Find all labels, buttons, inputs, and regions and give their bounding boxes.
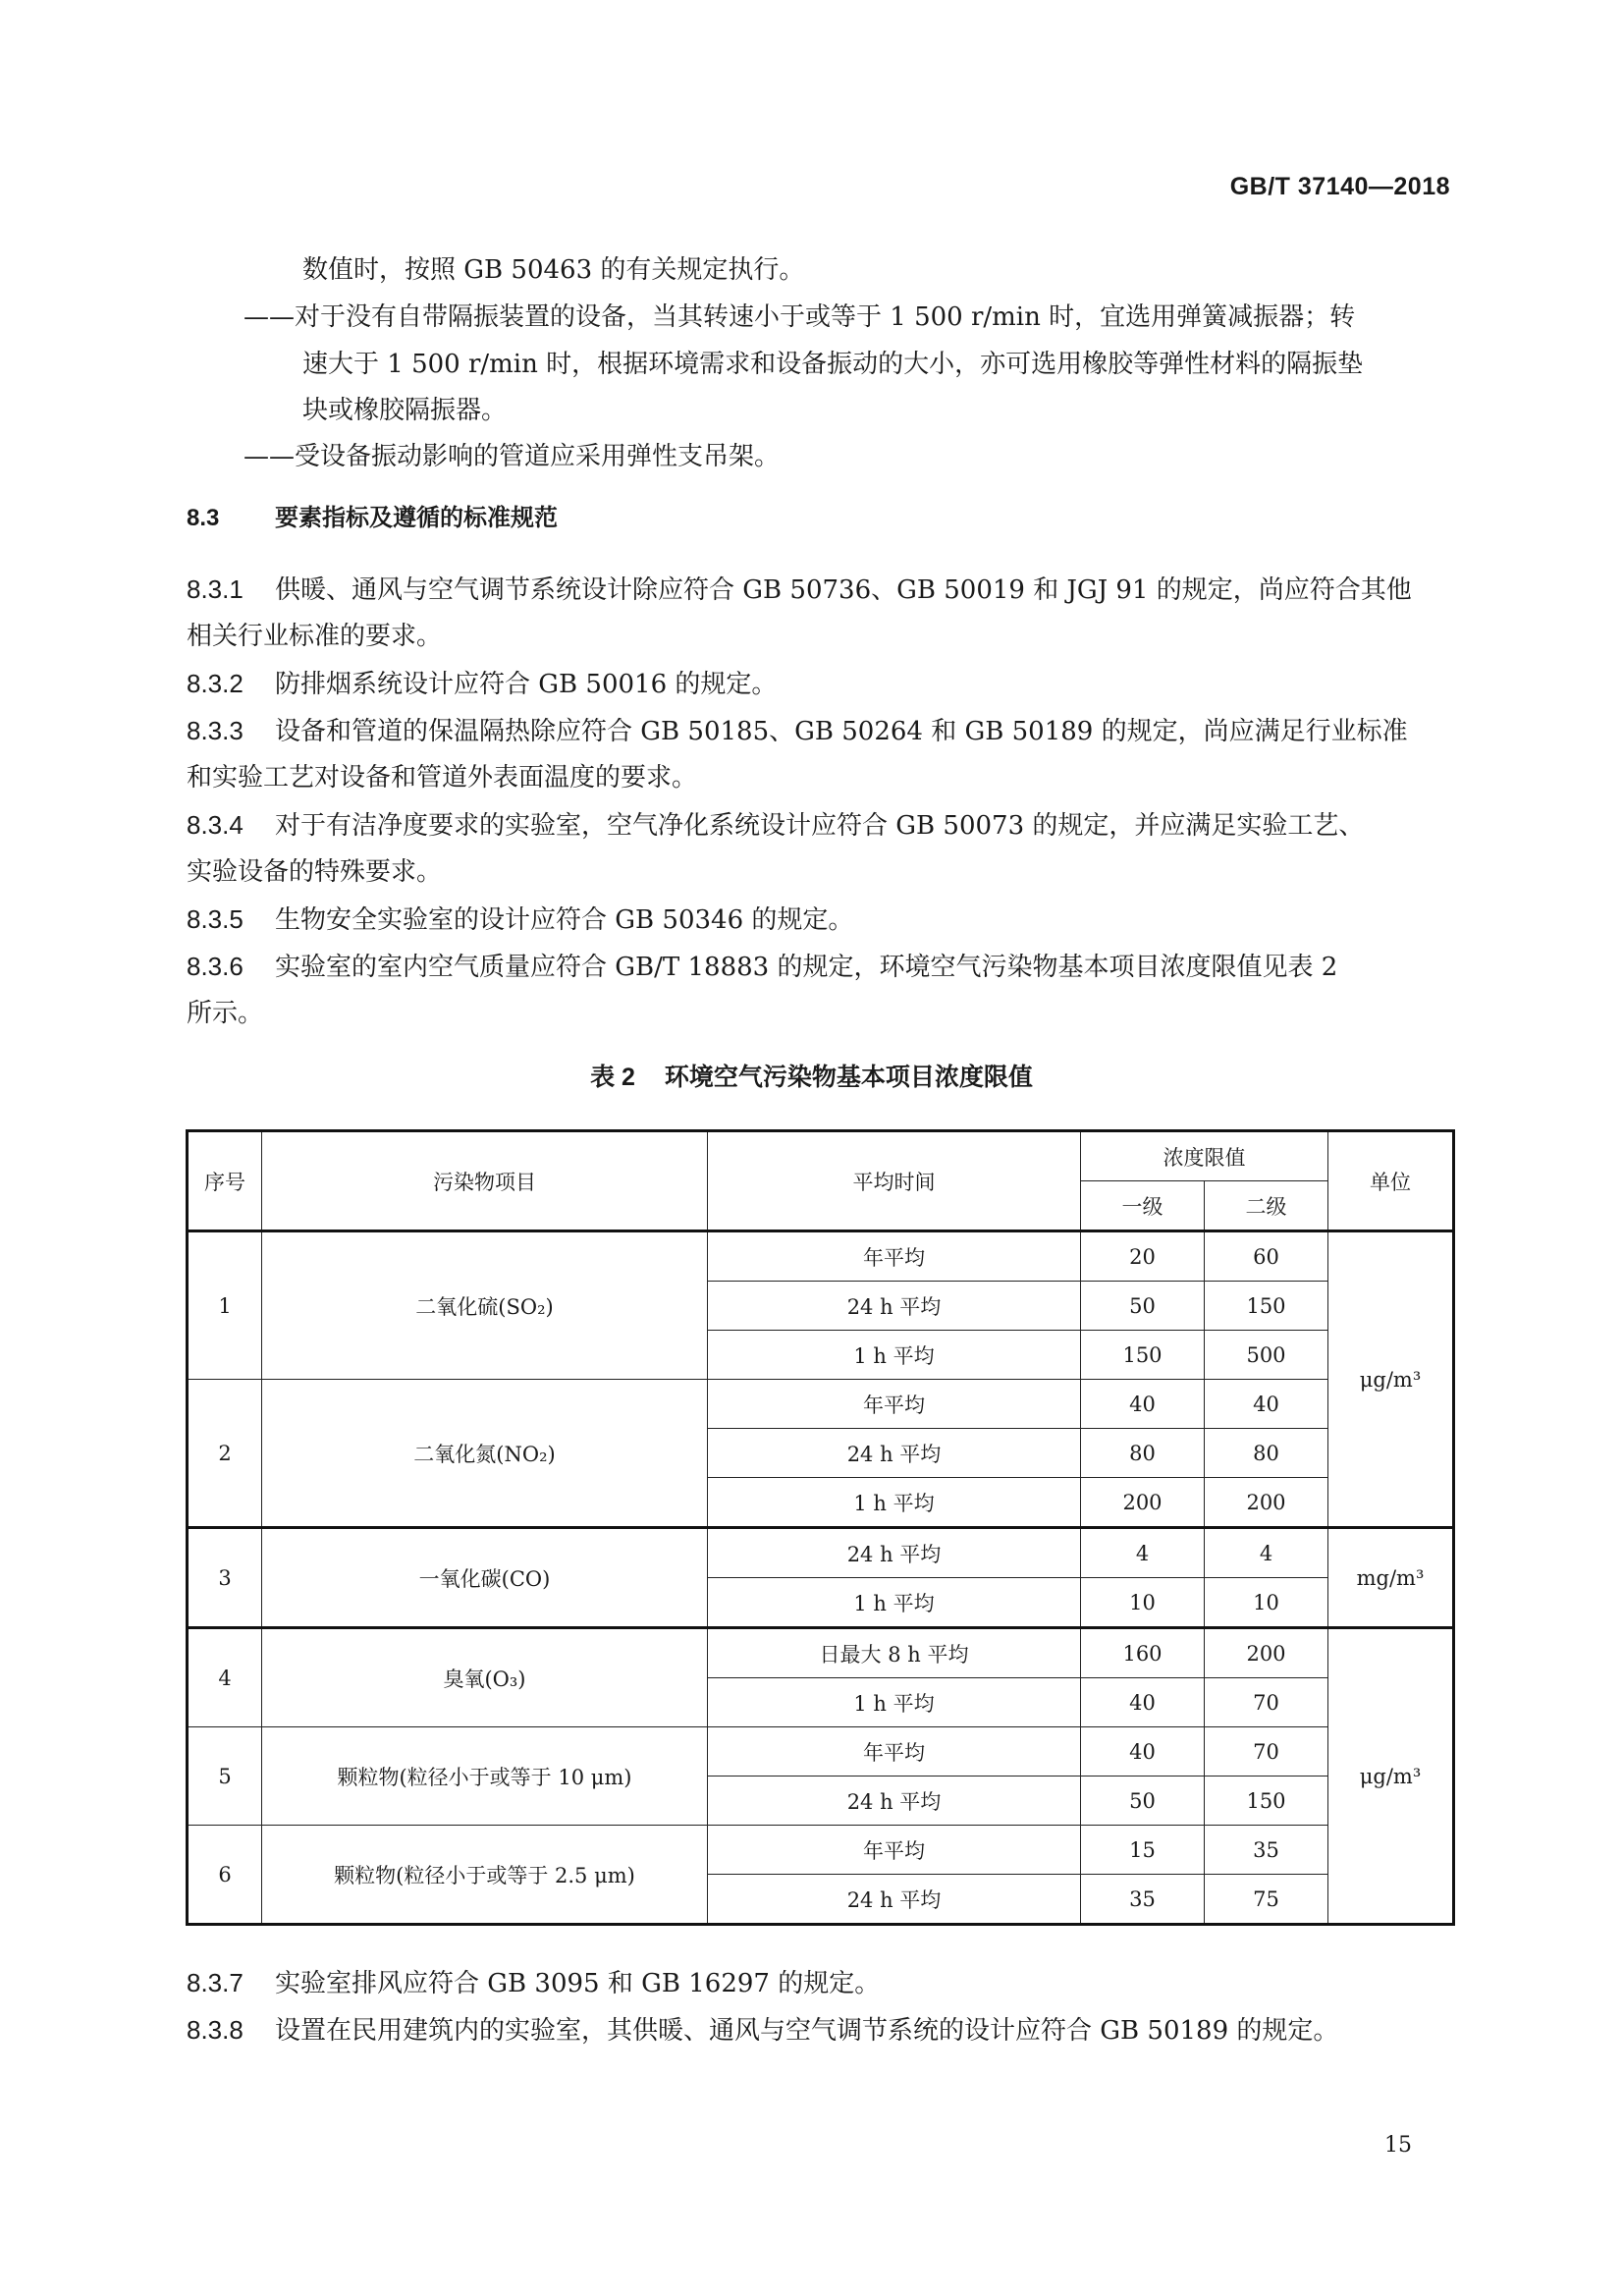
clause-text: 供暖、通风与空气调节系统设计除应符合 GB 50736、GB 50019 和 JGJ 91 的规定，尚应符合其他: [275, 575, 1412, 605]
clause-text: 对于有洁净度要求的实验室，空气净化系统设计应符合 GB 50073 的规定，并应满足实验工艺、: [275, 811, 1365, 841]
level1-value: 150: [1081, 1331, 1205, 1380]
avg-time: 年平均: [708, 1727, 1081, 1777]
table-row: [188, 1628, 1454, 1678]
clause: [187, 706, 1453, 756]
row-item: 颗粒物(粒径小于或等于 10 μm): [262, 1727, 708, 1826]
level2-value: 200: [1205, 1478, 1328, 1528]
row-seq: 1: [188, 1231, 262, 1380]
clause-number: 8.3.6: [187, 952, 243, 981]
clause: [187, 800, 1453, 850]
table-row: [188, 1826, 1454, 1875]
clause-text: 实验室排风应符合 GB 3095 和 GB 16297 的规定。: [275, 1969, 881, 1998]
section-heading: [187, 498, 558, 532]
avg-time: 24 h 平均: [708, 1777, 1081, 1826]
clause-continuation: 和实验工艺对设备和管道外表面温度的要求。: [187, 763, 698, 793]
clause: [187, 1958, 1453, 2008]
level2-value: 4: [1205, 1528, 1328, 1578]
header-limit: 浓度限值: [1081, 1131, 1328, 1181]
row-seq: 4: [188, 1628, 262, 1727]
avg-time: 1 h 平均: [708, 1578, 1081, 1628]
level1-value: 20: [1081, 1231, 1205, 1282]
avg-time: 1 h 平均: [708, 1331, 1081, 1380]
section-number: 8.3: [187, 505, 220, 531]
avg-time: 日最大 8 h 平均: [708, 1628, 1081, 1678]
level2-value: 60: [1205, 1231, 1328, 1282]
table-row: [188, 1727, 1454, 1777]
clause-number: 8.3.1: [187, 574, 243, 604]
level1-value: 50: [1081, 1777, 1205, 1826]
row-item: 颗粒物(粒径小于或等于 2.5 μm): [262, 1826, 708, 1925]
row-item: 二氧化氮(NO₂): [262, 1380, 708, 1528]
level2-value: 70: [1205, 1727, 1328, 1777]
bullet-line: 块或橡胶隔振器。: [302, 396, 508, 425]
row-seq: 6: [188, 1826, 262, 1925]
avg-time: 年平均: [708, 1826, 1081, 1875]
clause-continuation: 实验设备的特殊要求。: [187, 857, 443, 887]
level1-value: 4: [1081, 1528, 1205, 1578]
row-seq: 2: [188, 1380, 262, 1528]
avg-time: 1 h 平均: [708, 1478, 1081, 1528]
row-item: 一氧化碳(CO): [262, 1528, 708, 1628]
clause: [187, 895, 1453, 945]
level1-value: 35: [1081, 1875, 1205, 1925]
intro-line: 数值时，按照 GB 50463 的有关规定执行。: [302, 255, 805, 285]
clause: [187, 565, 1453, 615]
avg-time: 24 h 平均: [708, 1282, 1081, 1331]
row-seq: 5: [188, 1727, 262, 1826]
header-item: 污染物项目: [262, 1131, 708, 1231]
level1-value: 40: [1081, 1727, 1205, 1777]
bullet-line: 速大于 1 500 r/min 时，根据环境需求和设备振动的大小，亦可选用橡胶等弹性材料的隔振垫: [302, 350, 1364, 379]
level2-value: 150: [1205, 1777, 1328, 1826]
level1-value: 80: [1081, 1429, 1205, 1478]
clause-number: 8.3.7: [187, 1968, 243, 1997]
clause-continuation: 相关行业标准的要求。: [187, 622, 443, 651]
bullet-line: ——对于没有自带隔振装置的设备，当其转速小于或等于 1 500 r/min 时，宜选用弹簧减振器；转: [243, 302, 1356, 332]
header-level1: 一级: [1081, 1181, 1205, 1231]
document-id: GB/T 37140—2018: [1229, 173, 1450, 200]
header-avg-time: 平均时间: [708, 1131, 1081, 1231]
row-seq: 3: [188, 1528, 262, 1628]
level2-value: 200: [1205, 1628, 1328, 1678]
level1-value: 10: [1081, 1578, 1205, 1628]
avg-time: 24 h 平均: [708, 1528, 1081, 1578]
clause: [187, 942, 1453, 992]
clause-text: 实验室的室内空气质量应符合 GB/T 18883 的规定，环境空气污染物基本项目浓度限值见表 2: [275, 953, 1338, 982]
clause-number: 8.3.3: [187, 716, 243, 745]
clause-text: 防排烟系统设计应符合 GB 50016 的规定。: [275, 670, 778, 699]
clause: [187, 2005, 1453, 2055]
table-row: [188, 1380, 1454, 1429]
unit-cell: μg/m³: [1328, 1231, 1454, 1528]
level2-value: 70: [1205, 1678, 1328, 1727]
header-unit: 单位: [1328, 1131, 1454, 1231]
level2-value: 80: [1205, 1429, 1328, 1478]
clause-continuation: 所示。: [187, 999, 264, 1028]
level2-value: 10: [1205, 1578, 1328, 1628]
avg-time: 24 h 平均: [708, 1875, 1081, 1925]
page-number: 15: [1384, 2133, 1412, 2158]
level1-value: 40: [1081, 1678, 1205, 1727]
clause-number: 8.3.8: [187, 2015, 243, 2045]
table-caption: [0, 1058, 1623, 1093]
level2-value: 40: [1205, 1380, 1328, 1429]
level1-value: 50: [1081, 1282, 1205, 1331]
clause-text: 设备和管道的保温隔热除应符合 GB 50185、GB 50264 和 GB 50189 的规定，尚应满足行业标准: [275, 717, 1408, 746]
level1-value: 160: [1081, 1628, 1205, 1678]
header-seq: 序号: [188, 1131, 262, 1231]
table-number: 表 2: [590, 1064, 635, 1091]
clause-number: 8.3.2: [187, 669, 243, 698]
level2-value: 500: [1205, 1331, 1328, 1380]
pollutant-limits-table: [186, 1129, 1455, 1926]
level1-value: 40: [1081, 1380, 1205, 1429]
avg-time: 年平均: [708, 1231, 1081, 1282]
table-title: 环境空气污染物基本项目浓度限值: [664, 1064, 1033, 1091]
level1-value: 15: [1081, 1826, 1205, 1875]
clause-text: 设置在民用建筑内的实验室，其供暖、通风与空气调节系统的设计应符合 GB 50189 的规定。: [275, 2016, 1339, 2046]
row-item: 臭氧(O₃): [262, 1628, 708, 1727]
header-level2: 二级: [1205, 1181, 1328, 1231]
table-row: [188, 1528, 1454, 1578]
table-row: [188, 1231, 1454, 1282]
level2-value: 75: [1205, 1875, 1328, 1925]
clause-number: 8.3.4: [187, 810, 243, 840]
unit-cell: mg/m³: [1328, 1528, 1454, 1628]
avg-time: 年平均: [708, 1380, 1081, 1429]
clause-text: 生物安全实验室的设计应符合 GB 50346 的规定。: [275, 905, 854, 935]
unit-cell: μg/m³: [1328, 1628, 1454, 1925]
avg-time: 24 h 平均: [708, 1429, 1081, 1478]
level2-value: 35: [1205, 1826, 1328, 1875]
bullet-line: ——受设备振动影响的管道应采用弹性支吊架。: [243, 442, 781, 471]
clause: [187, 659, 1453, 709]
avg-time: 1 h 平均: [708, 1678, 1081, 1727]
level2-value: 150: [1205, 1282, 1328, 1331]
section-title: 要素指标及遵循的标准规范: [275, 505, 558, 531]
row-item: 二氧化硫(SO₂): [262, 1231, 708, 1380]
level1-value: 200: [1081, 1478, 1205, 1528]
clause-number: 8.3.5: [187, 904, 243, 934]
